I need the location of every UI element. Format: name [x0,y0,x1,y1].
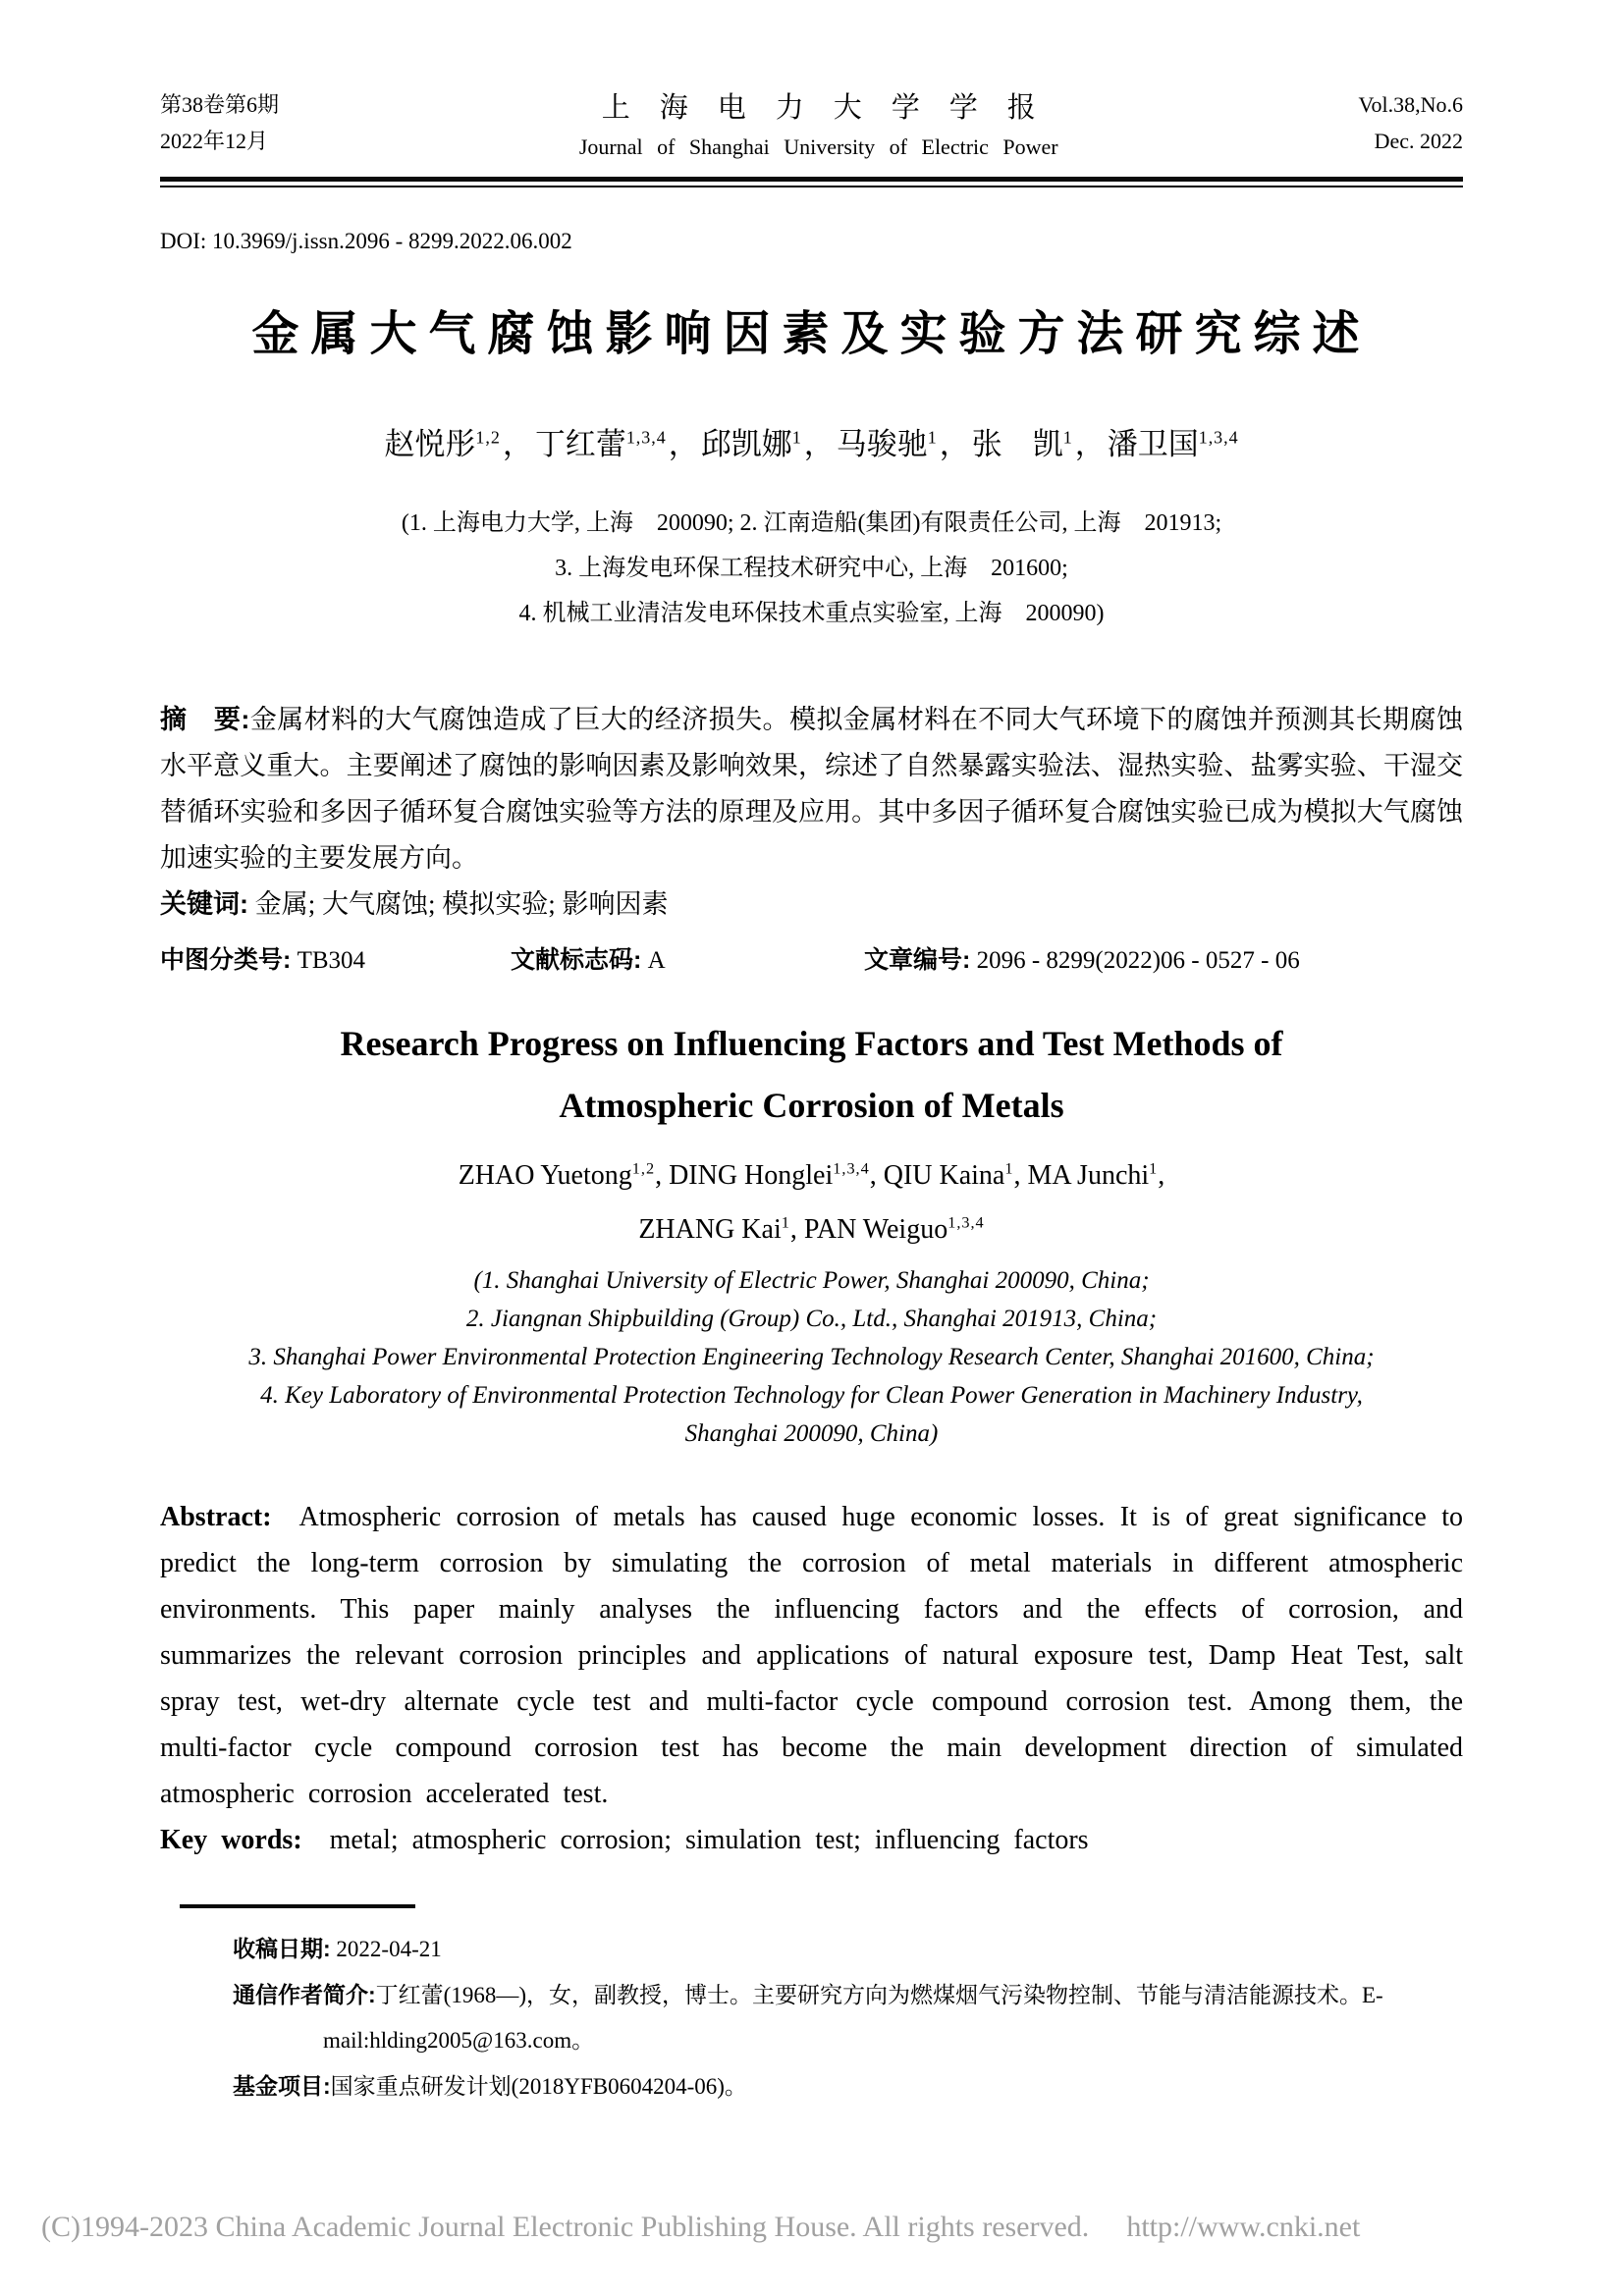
author-name: 邱凯娜 [700,427,792,462]
document-code [511,937,864,984]
received-date-label: 收稿日期: [233,1935,331,1961]
author-name: 丁红蕾 [534,427,626,462]
article-id [864,937,1300,984]
author-affil-sup: 1 [1149,1159,1159,1178]
author-name: 张 凯 [971,427,1063,462]
author-en [884,1160,1028,1191]
author-affil-sup: 1 [791,428,802,448]
author-separator: , [1158,1159,1165,1191]
keywords-en-label: Key words: [160,1824,302,1855]
author-en [638,1214,804,1245]
author-name: 赵悦彤 [384,427,476,462]
author-name: MA Junchi [1027,1159,1150,1191]
article-title-en [160,1013,1463,1137]
author-separator: , [655,1159,670,1191]
author-separator: ， [803,427,835,462]
fund-project-text: 国家重点研发计划(2018YFB0604204-06)。 [330,2073,747,2099]
author-cn [535,427,701,461]
received-date-value: 2022-04-21 [336,1936,442,1961]
author-affil-sup: 1,3,4 [947,1213,985,1232]
authors-en-line1 [160,1145,1463,1199]
journal-title-en: Journal of Shanghai University of Electric Power [578,134,1058,159]
author-name: PAN Weiguo [803,1213,948,1245]
received-date [233,1926,1463,1972]
footnote-rule [180,1904,415,1908]
affiliation-en-line: 4. Key Laboratory of Environmental Protection Technology for Clean Power Generation in Machinery Industry, [260,1381,1363,1409]
author-separator: ， [939,427,970,462]
classification-row [160,937,1463,984]
journal-title-cn: 上海电力大学学报 [601,92,1065,124]
abstract-en-label: Abstract: [160,1501,272,1532]
affiliation-en-line: (1. Shanghai University of Electric Power, Shanghai 200090, China; [473,1266,1150,1294]
author-cn [384,427,534,461]
author-cn [701,427,837,461]
authors-en-line2 [160,1200,1463,1254]
corresponding-author-text: 丁红蕾(1968—)，女，副教授，博士。主要研究方向为燃煤烟气污染物控制、节能与清洁能源技术。E-mail:hlding2005@163.com。 [323,1982,1383,2053]
author-affil-sup: 1,3,4 [625,428,667,448]
title-en-line2: Atmospheric Corrosion of Metals [559,1086,1064,1126]
article-id-value: 2096 - 8299(2022)06 - 0527 - 06 [976,947,1300,975]
author-separator: , [1013,1159,1028,1191]
author-cn [972,427,1108,461]
author-separator: , [789,1213,804,1245]
author-affil-sup: 1,3,4 [833,1159,870,1178]
author-en [459,1160,669,1191]
copyright-url: http://www.cnki.net [1126,2211,1361,2243]
journal-header [160,86,1463,165]
author-name: QIU Kaina [883,1159,1005,1191]
affiliations-cn [160,501,1463,636]
corresponding-author-bio [233,1972,1463,2063]
header-issue-cn: 第38卷第6期 [160,92,280,117]
abstract-en-text: Atmospheric corrosion of metals has caused huge economic losses. It is of great significance to predict the long-term corrosion by simulating the corrosion of metal materials in different atmospheric environments. This paper mainly analyses the influencing factors and the effects of corrosion, and summarizes the relevant corrosion principles and applications of natural exposure test, Damp Heat Test, salt spray test, wet-dry alternate cycle test and multi-factor cycle compound corrosion test. Among them, the multi-factor cycle compound corrosion test has become the main development direction of simulated atmospheric corrosion accelerated test. [160,1501,1463,1809]
author-name: DING Honglei [669,1159,834,1191]
abstract-cn-block [160,697,1463,984]
authors-en [160,1145,1463,1254]
author-separator: , [869,1159,884,1191]
doc-code-value: A [647,947,666,975]
affiliation-en-line: 3. Shanghai Power Environmental Protection Engineering Technology Research Center, Shanghai 201600, China; [248,1343,1375,1370]
copyright-line [41,2211,1360,2244]
article-title-cn: 金属大气腐蚀影响因素及实验方法研究综述 [251,308,1372,360]
clc-label: 中图分类号: [160,946,292,975]
corresponding-author-label: 通信作者简介: [233,1981,376,2007]
author-name: ZHANG Kai [638,1213,782,1245]
author-separator: ， [1074,427,1106,462]
author-name: ZHAO Yuetong [458,1159,632,1191]
header-volume-block [1358,86,1463,159]
clc-value: TB304 [297,947,366,975]
author-name: 潘卫国 [1107,427,1199,462]
header-rule [160,177,1463,187]
author-affil-sup: 1,3,4 [1198,428,1239,448]
header-date-cn: 2022年12月 [160,129,269,153]
header-issue-block [160,86,279,159]
copyright-text: (C)1994-2023 China Academic Journal Electronic Publishing House. All rights reserved. [41,2211,1090,2243]
affiliation-line: 3. 上海发电环保工程技术研究中心, 上海 201600; [555,556,1068,582]
article-id-label: 文章编号: [864,946,971,975]
author-name: 马骏驰 [836,427,928,462]
author-affil-sup: 1,2 [475,428,501,448]
abstract-cn-text: 金属材料的大气腐蚀造成了巨大的经济损失。模拟金属材料在不同大气环境下的腐蚀并预测其长期腐蚀水平意义重大。主要阐述了腐蚀的影响因素及影响效果，综述了自然暴露实验法、湿热实验、盐雾实验、干湿交替循环实验和多因子循环复合腐蚀实验等方法的原理及应用。其中多因子循环复合腐蚀实验已成为模拟大气腐蚀加速实验的主要发展方向。 [160,705,1463,874]
affiliation-en-line: Shanghai 200090, China) [684,1419,939,1447]
fund-project-label: 基金项目: [233,2072,331,2099]
author-affil-sup: 1 [1062,428,1073,448]
keywords-en-text: metal; atmospheric corrosion; simulation test; influencing factors [329,1824,1089,1855]
keywords-cn [160,881,1463,928]
affiliations-en [160,1261,1463,1453]
doc-code-label: 文献标志码: [511,946,642,975]
author-separator: ， [668,427,699,462]
author-cn [837,427,972,461]
clc-number [160,937,511,984]
keywords-cn-text: 金属; 大气腐蚀; 模拟实验; 影响因素 [254,889,669,920]
affiliation-line: (1. 上海电力大学, 上海 200090; 2. 江南造船(集团)有限责任公司, 上海 201913; [401,510,1222,537]
author-en [669,1160,884,1191]
abstract-en-block [160,1494,1463,1863]
keywords-en [160,1817,1463,1863]
abstract-cn-label: 摘 要: [160,705,250,735]
author-affil-sup: 1 [927,428,938,448]
author-separator: ， [502,427,533,462]
author-cn [1108,427,1239,461]
author-en [804,1214,985,1245]
header-journal-block [279,86,1358,165]
author-en [1027,1160,1164,1191]
title-en-line1: Research Progress on Influencing Factors and Test Methods of [340,1024,1283,1064]
author-affil-sup: 1,2 [631,1159,656,1178]
author-affil-sup: 1 [1004,1159,1014,1178]
fund-project [233,2063,1463,2109]
authors-cn [160,413,1463,469]
doi-line: DOI: 10.3969/j.issn.2096 - 8299.2022.06.002 [160,229,572,253]
affiliation-en-line: 2. Jiangnan Shipbuilding (Group) Co., Ltd., Shanghai 201913, China; [465,1305,1158,1332]
author-affil-sup: 1 [781,1213,790,1232]
abstract-cn [160,697,1463,881]
keywords-cn-label: 关键词: [160,889,248,920]
footnote-block [160,1904,1463,2109]
affiliation-line: 4. 机械工业清洁发电环保技术重点实验室, 上海 200090) [518,601,1105,627]
header-vol-no: Vol.38,No.6 [1358,92,1463,117]
abstract-en [160,1494,1463,1817]
header-date-en: Dec. 2022 [1374,129,1463,153]
